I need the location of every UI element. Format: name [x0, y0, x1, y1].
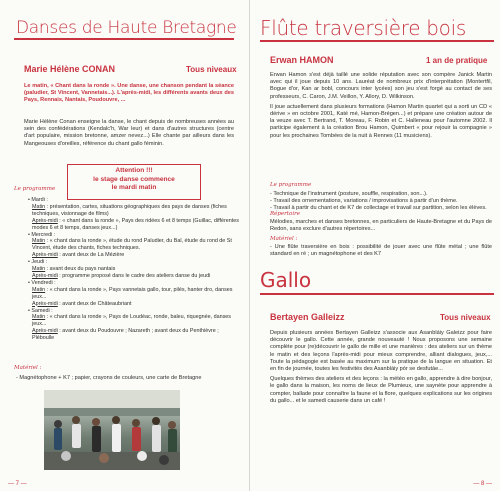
programme-entry: Après-midi : programme proposé dans le cadre des ateliers danse du jeudi — [32, 272, 211, 279]
programme-item: - Travail des ornementations, variations / improvisations à partir d'un thème. — [270, 198, 458, 205]
gallo-body-p1: Depuis plusieurs années Bertayen Galleizz s'associe aux Asanbláiy Galeizz pour faire découvrir le gallo. Cette année, grande nouveauté ! Nous proposons une semaine complète pour (re)découvrir le gallo de mille et une manières : des ateliers sur un thème le matin et des leçons l'après-midi pour mieux comprendre, alliant dialogues, jeux,... Toute la pédagogie est basée au maximum sur la pratique de la langue en situation. Et en fin de journée, toutes les festivités des Asanbláiy pór se desfutáe... — [270, 330, 492, 373]
programme-day: • Mardi : — [28, 197, 48, 203]
page-number: — 7 — — [8, 481, 27, 487]
attention-line-2: le stage danse commence — [93, 175, 175, 183]
repertoire-text: Mélodies, marches et danses bretonnes, en particuliers de Haute-Bretagne et du Pays de Redon, sans exclure d'autres répertoires... — [270, 219, 492, 233]
programme-entry: Après-midi : « chant dans la ronde », Pays des ridées 6 et 8 temps (Guillac, différentes modes 6 et 8 temps, danses jeux...) — [32, 217, 239, 231]
programme-list — [270, 191, 492, 213]
teacher-bio-p2: Il joue actuellement dans plusieurs formations (Hamon Martin quartet qui a sorti un CD « dérive » en octobre 2001, Katé mé, Hamon-Brégen...) et prépare une création autour de la veuze avec T. Bertrand, T. Moreau, F. Robin et C. Halleneau pour l'automne 2002. Il participe également à la création Brou Hamon, Quimbert « pour rejouir la compagnie » pour les prochaines Tombées de la nuit à Rennes (11 musiciens). — [270, 103, 492, 139]
programme-day: • Mercredi : — [28, 231, 56, 238]
materiel-text: - Une flûte traversière en bois : possibilité de jouer avec une flûte métal ; une flûte standard en ré ; un magnétophone et des K7 — [270, 244, 492, 258]
teacher-bio: Marie Hélène Conan enseigne la danse, le chant depuis de nombreuses années au sein des confédérations (Kendalc'h, War leur) et dans d'autres structures (centre d'art populaire, mission bretonne, amzer nevez...) Elle chante par ailleurs dans les Mangeouses d'oreilles, référence du chant gallo féminin. — [24, 119, 234, 147]
gallo-teacher: Bertayen Galleizz — [270, 312, 345, 322]
dancers-photo — [44, 390, 180, 470]
programme-day: • Samedi : — [28, 307, 53, 314]
programme-entry: Après-midi : avant deux de Châteaubriant — [32, 300, 132, 307]
programme-day: • Vendredi : — [28, 279, 56, 286]
programme-label: Le programme — [270, 182, 312, 188]
programme-entry: Matin : « chant dans la ronde », Pays de Loudéac, ronde, baleu, riquegnée, danses jeux... — [32, 314, 231, 328]
gallo-level: Tous niveaux — [440, 313, 491, 322]
level-label: 1 an de pratique — [426, 56, 488, 65]
gallo-body — [270, 330, 492, 408]
programme-label: Le programme — [14, 186, 56, 192]
title-underline — [14, 38, 234, 40]
materiel-text: - Magnétophone + K7 ; papier, crayons de couleurs, une carte de Bretagne — [16, 375, 202, 381]
programme-entry: Matin : avant deux du pays nantais — [32, 266, 116, 273]
programme-item: - Travail à partir du chant et de K7 de collectage et travail sur partition, selon les élèves. — [270, 205, 487, 212]
page-title: Flûte traversière bois — [260, 16, 466, 40]
attention-line-3: le mardi matin — [111, 184, 157, 191]
title-underline — [260, 40, 494, 42]
programme-day: • Jeudi : — [28, 259, 48, 266]
teacher-name: Erwan HAMON — [270, 55, 334, 65]
materiel-label: Matériel : — [270, 236, 298, 242]
programme-entry: Après-midi : avant deux du Poudouvre ; Nazareth ; avant deux du Penthièvre ; Pléboulle — [32, 328, 219, 342]
right-page — [250, 0, 500, 491]
materiel-label: Matériel : — [14, 365, 42, 371]
repertoire-label: Répertoire — [270, 211, 300, 217]
programme-entry: Matin : présentation, cartes, situations géographiques des pays de danses (fiches techniques, visionnage de films) — [32, 203, 227, 217]
programme-list — [22, 197, 240, 342]
teacher-bio-p1: Erwan Hamon s'est déjà taillé une solide réputation avec son compère Janick Martin avec qui il joue depuis 10 ans. Lauréat de nombreux prix d'interprétation (Montertfil, Bogue d'or, Kan ar bobl, concours inter lycées) son jeu s'est forgé au contact de ses professeurs, C. Caron, J.M. Veillon, Y. Allory, D. Wilkinson. — [270, 72, 492, 100]
teacher-name: Marie Hélène CONAN — [24, 64, 116, 74]
page-number: — 8 — — [473, 481, 492, 487]
gallo-underline — [260, 293, 494, 295]
teacher-bio — [270, 72, 492, 143]
programme-entry: Matin : « chant dans la ronde », étude du rond Paludier, du Bal, étude du rond de St Vincent, étude des chants, fiches techniques. — [32, 238, 232, 252]
page-title: Danses de Haute Bretagne — [16, 18, 237, 38]
programme-entry: Après-midi : avant deux de La Mézière — [32, 252, 125, 259]
level-label: Tous niveaux — [186, 65, 237, 74]
attention-box — [67, 164, 201, 200]
programme-entry: Matin : « chant dans la ronde », Pays vannetais gallo, tour, pilés, hanter dro, danses jeux... — [32, 286, 233, 300]
gallo-title: Gallo — [260, 268, 312, 292]
dancers-photo-image — [44, 390, 180, 470]
programme-item: - Technique de l'instrument (posture, souffle, respiration, son...). — [270, 191, 428, 197]
course-intro: Le matin, « Chant dans la ronde ». Une danse, une chanson pendant la séance (paludier, St Vincent, Vannetais...). L'après-midi, les différents avants deux des Pays, Rennais, Nantais, Poudouvre, ... — [24, 83, 234, 104]
attention-line-1: Attention !!! — [115, 167, 153, 174]
gallo-body-p2: Quelques thèmes des ateliers et des leçons : la météo en gallo, apprendre à dire bonjour, le gallo dans la maison, les noms de lieux de Plumieux, une saynète pour apprendre à compter, ballade pour connaître la faune et la flore, quelques explications sur les origines du gallo... et le samedi causerie dans un café ! — [270, 376, 492, 404]
